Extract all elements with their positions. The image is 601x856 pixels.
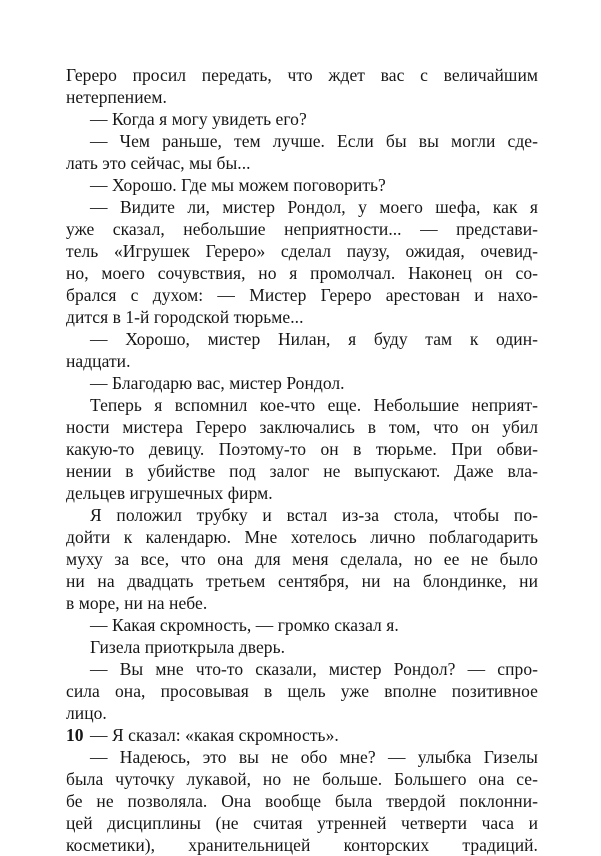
text-line: косметики), хранительницей конторских традиций.: [66, 835, 538, 855]
text-line: но, моего сочувствия, но я промолчал. Наконец он со-: [66, 263, 538, 283]
text-line: тель «Игрушек Гереро» сделал паузу, ожидая, очевид-: [66, 241, 538, 261]
text-line: Гереро просил передать, что ждет вас с величайшим: [66, 65, 538, 85]
text-line: ни на двадцать третьем сентября, ни на блондинке, ни: [66, 571, 538, 591]
text-line: — Чем раньше, тем лучше. Если бы вы могли сде-: [90, 131, 538, 151]
text-line: лать это сейчас, мы бы...: [66, 153, 251, 173]
text-line: была чуточку лукавой, но не больше. Большего она се-: [66, 769, 538, 789]
text-line: Я положил трубку и встал из-за стола, чтобы по-: [90, 505, 538, 525]
text-line: цей дисциплины (не считая утренней четверти часа и: [66, 813, 538, 833]
text-line: ности мистера Гереро заключались в том, что он убил: [66, 417, 538, 437]
text-line: нении в убийстве под залог не выпускают. Даже вла-: [66, 461, 538, 481]
text-line: — Какая скромность, — громко сказал я.: [90, 615, 399, 635]
text-line: бе не позволяла. Она вообще была твердой поклонни-: [66, 791, 538, 811]
text-line: дельцев игрушечных фирм.: [66, 483, 273, 503]
text-line: — Я сказал: «какая скромность».: [90, 725, 339, 745]
text-line: — Хорошо. Где мы можем поговорить?: [90, 175, 386, 195]
text-line: Гизела приоткрыла дверь.: [90, 637, 286, 657]
text-line: брался с духом: — Мистер Гереро арестован и нахо-: [66, 285, 538, 305]
text-line: — Когда я могу увидеть его?: [90, 109, 307, 129]
text-line: — Вы мне что-то сказали, мистер Рондол? — спро-: [90, 659, 538, 679]
text-line: дится в 1-й городской тюрьме...: [66, 307, 304, 327]
text-line: дойти к календарю. Мне хотелось лично поблагодарить: [66, 527, 538, 547]
text-line: — Надеюсь, это вы не обо мне? — улыбка Гизелы: [90, 747, 538, 767]
page-number: 10: [66, 725, 84, 745]
text-line: надцати.: [66, 351, 131, 371]
text-line: нетерпением.: [66, 87, 167, 107]
body-text: [66, 64, 538, 856]
text-line: какую-то девицу. Поэтому-то он в тюрьме. При обви-: [66, 439, 538, 459]
text-line: — Хорошо, мистер Нилан, я буду там к один-: [90, 329, 538, 349]
text-line: сила она, просовывая в щель уже вполне позитивное: [66, 681, 538, 701]
text-line: муху за все, что она для меня сделала, но ее не было: [66, 549, 538, 569]
text-line: Теперь я вспомнил кое-что еще. Небольшие неприят-: [90, 395, 538, 415]
text-line: — Благодарю вас, мистер Рондол.: [90, 373, 345, 393]
text-line: — Видите ли, мистер Рондол, у моего шефа, как я: [90, 197, 538, 217]
text-line: уже сказал, небольшие неприятности... — представи-: [66, 219, 538, 239]
text-line: в море, ни на небе.: [66, 593, 208, 613]
text-line: лицо.: [66, 703, 107, 723]
